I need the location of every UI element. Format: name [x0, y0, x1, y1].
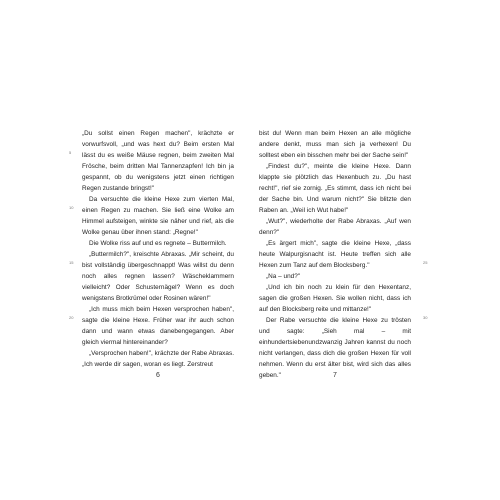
left-paragraph-4: „Buttermilch?", kreischte Abraxas. „Mir scheint, du bist vollständig übergeschnappt! Was willst du denn noch alles regnen lassen? Wäscheklammern vielleicht? Oder Schusternägel? Wenn es doch wenigstens Brotkrümel oder Rosinen wären!" — [82, 251, 234, 302]
left-paragraph-2: Da versuchte die kleine Hexe zum vierten Mal, einen Regen zu machen. Sie ließ eine Wolke am Himmel aufsteigen, winkte sie näher und rief, als die Wolke genau über ihnen stand: „Regne!" — [82, 196, 234, 236]
right-page — [259, 128, 411, 381]
right-paragraph-3: „Wut?", wiederholte der Rabe Abraxas. „Auf wen denn?" — [259, 218, 411, 236]
line-number-marker: 5 — [69, 150, 72, 155]
left-page — [82, 128, 234, 370]
left-paragraph-1: „Du sollst einen Regen machen", krächzte er vorwurfsvoll, „und was hext du? Beim ersten Mal lässt du es weiße Mäuse regnen, beim zweiten Mal Frösche, beim dritten Mal Tannenzapfen! Ich bin ja gespannt, ob du wenigstens jetzt einen richtigen Regen zustande bringst!" — [82, 130, 234, 192]
line-number-marker: 20 — [69, 315, 74, 320]
line-number-marker: 30 — [423, 315, 428, 320]
left-paragraph-5: „Ich muss mich beim Hexen versprochen haben", sagte die kleine Hexe. Früher war ihr auch schon dann und wann etwas danebengegangen. Aber gleich viermal hintereinander? — [82, 306, 234, 346]
right-paragraph-6: „Und ich bin noch zu klein für den Hexentanz, sagen die großen Hexen. Sie wollen nicht, dass ich auf den Blocksberg reite und mittanze!" — [259, 284, 411, 313]
left-paragraph-6: „Versprochen haben!", krächzte der Rabe Abraxas. „Ich werde dir sagen, woran es liegt. Zerstreut — [82, 350, 234, 368]
right-paragraph-1: bist du! Wenn man beim Hexen an alle mögliche andere denkt, muss man sich ja verhexen! Du solltest eben ein bisschen mehr bei der Sache sein!" — [259, 130, 411, 159]
line-number-marker: 25 — [423, 260, 428, 265]
page-number-left: 6 — [156, 372, 160, 379]
left-paragraph-3: Die Wolke riss auf und es regnete – Buttermilch. — [89, 240, 227, 247]
right-paragraph-5: „Na – und?" — [266, 273, 301, 280]
right-paragraph-7: Der Rabe versuchte die kleine Hexe zu trösten und sagte: „Sieh mal – mit einhundertsiebenundzwanzig Jahren kannst du noch nicht verlangen, dass dich die großen Hexen für voll nehmen. Wenn du erst älter bist, wird sich das alles geben." — [259, 317, 411, 379]
line-number-marker: 15 — [69, 260, 74, 265]
right-paragraph-4: „Es ärgert mich", sagte die kleine Hexe, „dass heute Walpurgisnacht ist. Heute treffen sich alle Hexen zum Tanz auf dem Blocksberg." — [259, 240, 411, 269]
page-number-right: 7 — [333, 372, 337, 379]
line-number-marker: 10 — [69, 205, 74, 210]
right-paragraph-2: „Findest du?", meinte die kleine Hexe. Dann klappte sie plötzlich das Hexenbuch zu. „Du hast recht!", rief sie zornig. „Es stimmt, dass ich nicht bei der Sache bin. Und warum nicht?" Sie blitzte den Raben an. „Weil ich Wut habe!" — [259, 163, 411, 214]
